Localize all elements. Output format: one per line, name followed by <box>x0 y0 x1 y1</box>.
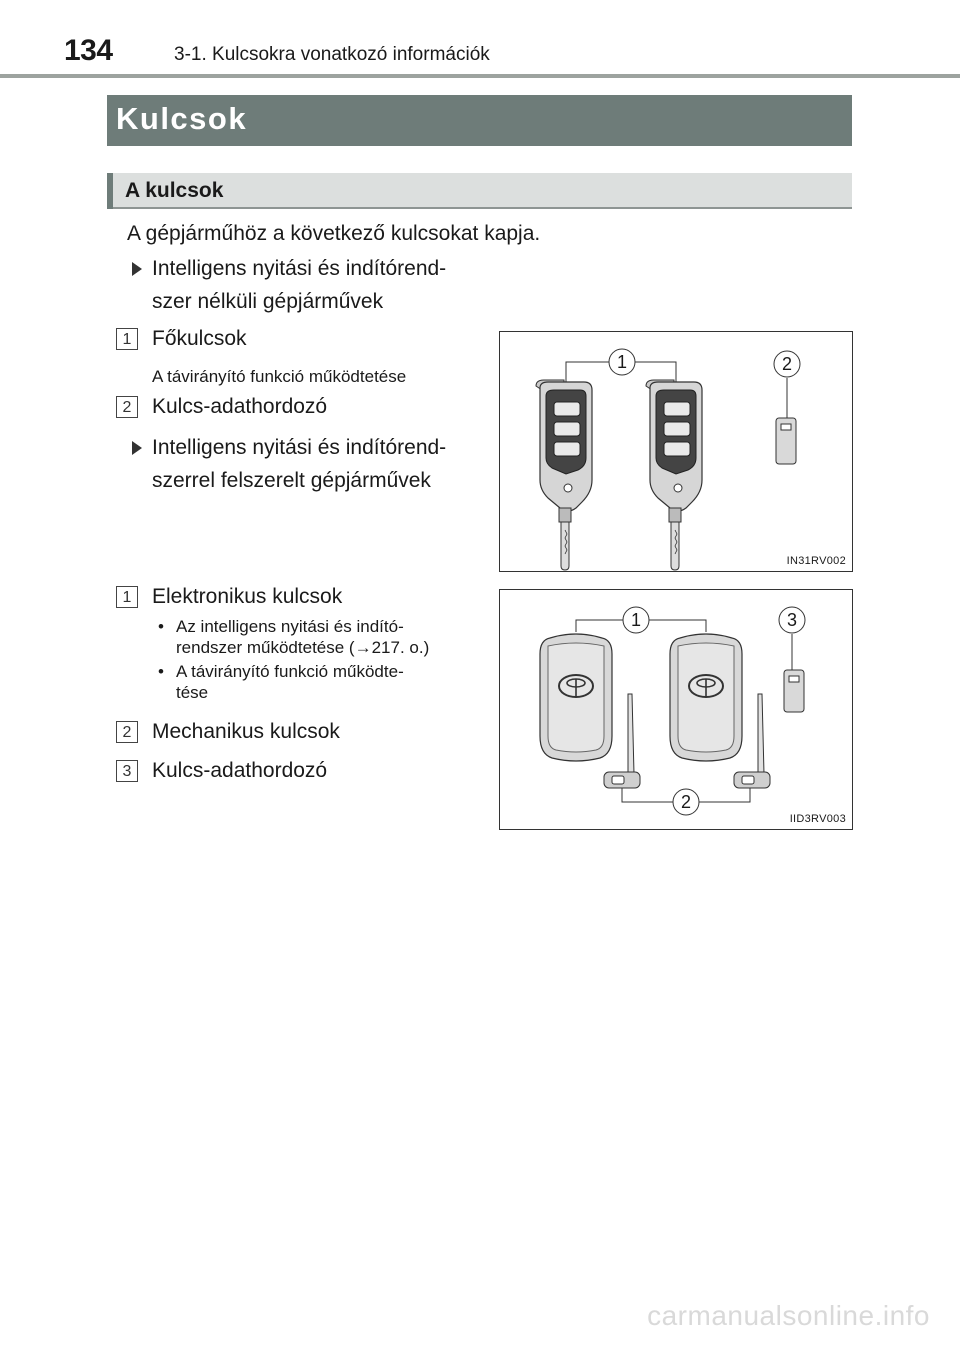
flip-key-icon <box>646 380 702 570</box>
intro-text: A gépjárműhöz a következő kulcsokat kapja. <box>127 222 541 245</box>
section-a-heading <box>152 252 478 318</box>
item-number-badge: 2 <box>116 721 138 743</box>
callout-number: 1 <box>630 610 641 630</box>
section-title: Kulcsok <box>116 101 248 136</box>
item-label-key-number-plate: Kulcs-adathordozó <box>152 395 328 418</box>
subsection-title-bar <box>107 173 852 209</box>
triangle-bullet-icon <box>132 262 142 276</box>
item-number-badge: 1 <box>116 586 138 608</box>
figure-electronic-keys <box>499 589 853 830</box>
figure-code: IN31RV002 <box>786 555 846 567</box>
callout-number: 2 <box>680 792 691 812</box>
figure-master-keys <box>499 331 853 572</box>
bullet-text-smart-entry <box>176 616 476 658</box>
triangle-bullet-icon <box>132 441 142 455</box>
running-header: 3-1. Kulcsokra vonatkozó információk <box>174 44 490 65</box>
section-a-heading-line1: Intelligens nyitási és indítórend- <box>152 257 447 280</box>
smart-key-icon <box>670 634 742 761</box>
bullet-dot: • <box>158 662 164 681</box>
section-b-heading <box>152 431 478 497</box>
callout-number: 1 <box>616 352 627 372</box>
section-b-heading-line1: Intelligens nyitási és indítórend- <box>152 436 447 459</box>
bullet-line: A távirányító funkció működte- <box>176 662 404 681</box>
callout-number: 3 <box>786 610 797 630</box>
section-title-bar <box>107 95 852 146</box>
watermark: carmanualsonline.info <box>647 1300 930 1331</box>
item-label-master-keys: Főkulcsok <box>152 327 247 350</box>
bullet-dot: • <box>158 617 164 636</box>
item-label-mechanical-keys: Mechanikus kulcsok <box>152 720 340 743</box>
key-number-plate-icon <box>776 378 796 464</box>
flip-key-icon <box>536 380 592 570</box>
key-number-plate-icon <box>784 634 804 712</box>
bullet-line: tése <box>176 683 209 702</box>
bullet-line: rendszer működtetése (→217. o.) <box>176 638 430 657</box>
bullet-line: Az intelligens nyitási és indító- <box>176 617 404 636</box>
item-number-badge: 2 <box>116 396 138 418</box>
item-label-key-number-plate: Kulcs-adathordozó <box>152 759 328 782</box>
key-illustration <box>500 332 852 571</box>
item-number-badge: 3 <box>116 760 138 782</box>
bullet-text-remote-function <box>176 661 476 703</box>
figure-code: IID3RV003 <box>789 813 846 825</box>
page-number: 134 <box>64 34 113 67</box>
section-a-heading-line2: szer nélküli gépjárművek <box>152 290 384 313</box>
item-label-electronic-keys: Elektronikus kulcsok <box>152 585 343 608</box>
callout-number: 2 <box>781 354 792 374</box>
item-note-remote-function: A távirányító funkció működtetése <box>152 367 407 386</box>
section-b-heading-line2: szerrel felszerelt gépjárművek <box>152 469 431 492</box>
item-number-badge: 1 <box>116 328 138 350</box>
smart-key-icon <box>540 634 612 761</box>
subsection-title: A kulcsok <box>125 179 224 202</box>
header-rule <box>0 74 960 78</box>
